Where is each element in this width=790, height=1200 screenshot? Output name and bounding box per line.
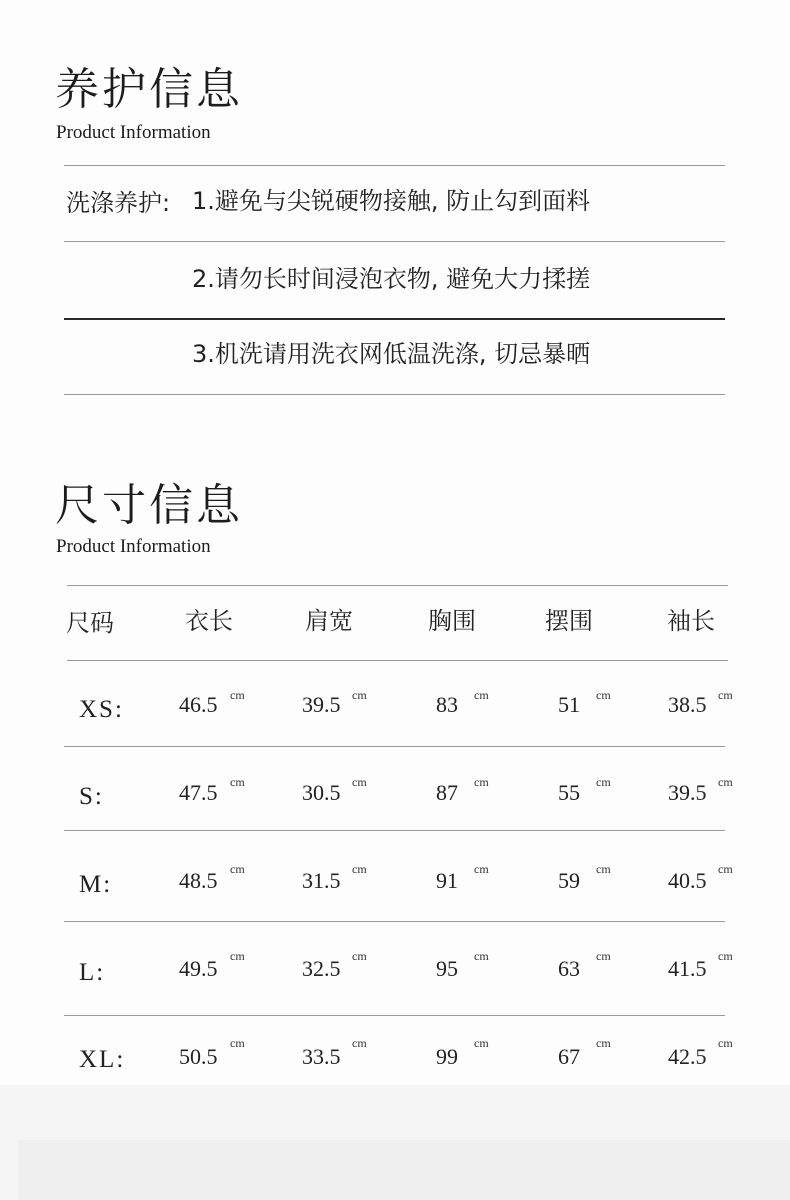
header-hem: 摆围 [545,607,593,635]
divider [64,746,725,747]
size-label: M: [79,871,113,898]
cell-hem: 55 [558,780,580,805]
cell-shoulder: 31.5 [302,868,341,893]
cell-length: 50.5 [179,1044,218,1069]
cell-hem: 63 [558,956,580,981]
unit-label: cm [230,688,245,702]
cell-hem: 51 [558,692,580,717]
cell-length: 47.5 [179,780,218,805]
divider [64,394,725,395]
divider [64,830,725,831]
care-title: 养护信息 [55,65,243,114]
cell-chest: 83 [436,692,458,717]
size-label: XS: [79,696,124,723]
divider [64,318,725,320]
unit-label: cm [230,1036,245,1050]
unit-label: cm [352,949,367,963]
cell-shoulder: 33.5 [302,1044,341,1069]
care-item-3: 3.机洗请用洗衣网低温洗涤, 切忌暴晒 [192,340,591,368]
unit-label: cm [230,775,245,789]
size-label: L: [79,959,106,986]
care-subtitle: Product Information [56,122,211,143]
cell-sleeve: 40.5 [668,868,707,893]
cell-length: 49.5 [179,956,218,981]
care-label: 洗涤养护: [66,189,171,217]
cell-sleeve: 38.5 [668,692,707,717]
size-subtitle: Product Information [56,536,211,557]
unit-label: cm [718,688,733,702]
unit-label: cm [474,1036,489,1050]
cell-hem: 59 [558,868,580,893]
size-label: XL: [79,1046,126,1073]
cell-sleeve: 41.5 [668,956,707,981]
divider [64,921,725,922]
cell-chest: 99 [436,1044,458,1069]
cell-chest: 87 [436,780,458,805]
size-label: S: [79,783,104,810]
unit-label: cm [474,688,489,702]
cell-length: 48.5 [179,868,218,893]
unit-label: cm [352,862,367,876]
divider [64,1015,725,1016]
unit-label: cm [230,862,245,876]
divider [67,660,728,661]
unit-label: cm [718,1036,733,1050]
unit-label: cm [718,775,733,789]
cell-chest: 95 [436,956,458,981]
unit-label: cm [596,949,611,963]
unit-label: cm [352,1036,367,1050]
cell-shoulder: 30.5 [302,780,341,805]
header-size: 尺码 [66,609,114,637]
bottom-panel [18,1140,790,1200]
cell-chest: 91 [436,868,458,893]
cell-hem: 67 [558,1044,580,1069]
cell-length: 46.5 [179,692,218,717]
cell-shoulder: 32.5 [302,956,341,981]
unit-label: cm [596,688,611,702]
header-sleeve: 袖长 [667,607,715,635]
header-chest: 胸围 [428,607,476,635]
unit-label: cm [474,949,489,963]
unit-label: cm [352,688,367,702]
header-length: 衣长 [185,607,233,635]
cell-sleeve: 39.5 [668,780,707,805]
divider [64,165,725,166]
care-item-2: 2.请勿长时间浸泡衣物, 避免大力揉搓 [192,265,591,293]
unit-label: cm [352,775,367,789]
size-title: 尺寸信息 [55,481,243,530]
unit-label: cm [596,862,611,876]
unit-label: cm [474,862,489,876]
unit-label: cm [718,949,733,963]
cell-sleeve: 42.5 [668,1044,707,1069]
unit-label: cm [718,862,733,876]
table-top-border [67,585,728,586]
unit-label: cm [230,949,245,963]
unit-label: cm [596,775,611,789]
divider [64,241,725,242]
unit-label: cm [474,775,489,789]
unit-label: cm [596,1036,611,1050]
header-shoulder: 肩宽 [305,607,353,635]
cell-shoulder: 39.5 [302,692,341,717]
care-item-1: 1.避免与尖锐硬物接触, 防止勾到面料 [192,187,591,215]
